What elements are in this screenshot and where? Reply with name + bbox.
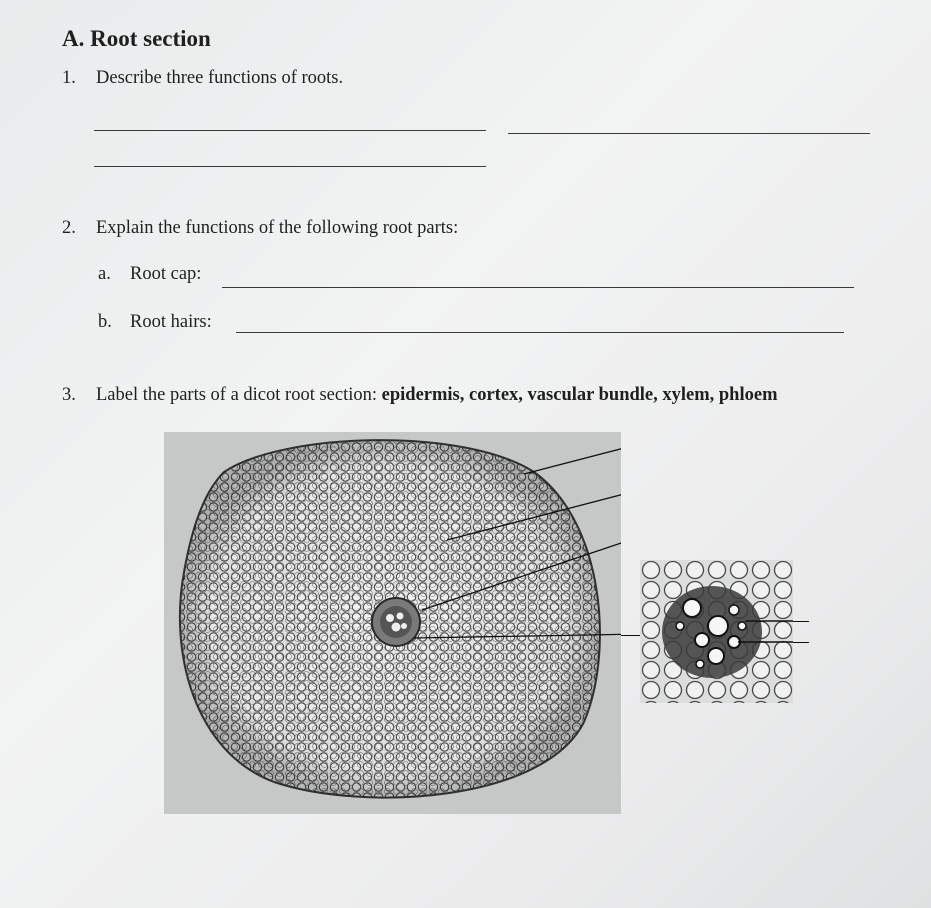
question-1: [62, 68, 343, 89]
section-title: A. Root section: [62, 26, 211, 51]
answer-line-1c[interactable]: [94, 166, 486, 167]
subpart-a: [98, 264, 201, 285]
inset-pointer-xylem: [793, 621, 809, 622]
subpart-b: [98, 312, 212, 333]
question-2: [62, 218, 458, 239]
question-3-terms: epidermis, cortex, vascular bundle, xylem, phloem: [381, 385, 778, 405]
micrograph-graphic: [164, 432, 621, 814]
pointer-line-extension: [621, 635, 642, 636]
vascular-bundle-inset: [640, 560, 793, 703]
question-1-text: Describe three functions of roots.: [96, 68, 344, 88]
question-3: [62, 385, 778, 406]
question-2-number: 2.: [62, 218, 76, 238]
answer-line-root-hairs[interactable]: [236, 332, 844, 333]
inset-pointer-phloem: [793, 642, 809, 643]
subpart-a-letter: a.: [98, 264, 111, 284]
question-3-text: Label the parts of a dicot root section:: [96, 385, 382, 405]
dicot-root-micrograph: [164, 432, 621, 814]
question-3-number: 3.: [62, 385, 76, 405]
question-1-number: 1.: [62, 68, 76, 88]
answer-line-root-cap[interactable]: [222, 287, 854, 288]
answer-line-1b[interactable]: [508, 133, 870, 134]
subpart-b-label: Root hairs:: [130, 312, 212, 332]
subpart-b-letter: b.: [98, 312, 112, 332]
answer-line-1a[interactable]: [94, 130, 486, 131]
question-2-text: Explain the functions of the following root parts:: [96, 218, 459, 238]
subpart-a-label: Root cap:: [130, 264, 202, 284]
inset-graphic: [640, 560, 793, 703]
